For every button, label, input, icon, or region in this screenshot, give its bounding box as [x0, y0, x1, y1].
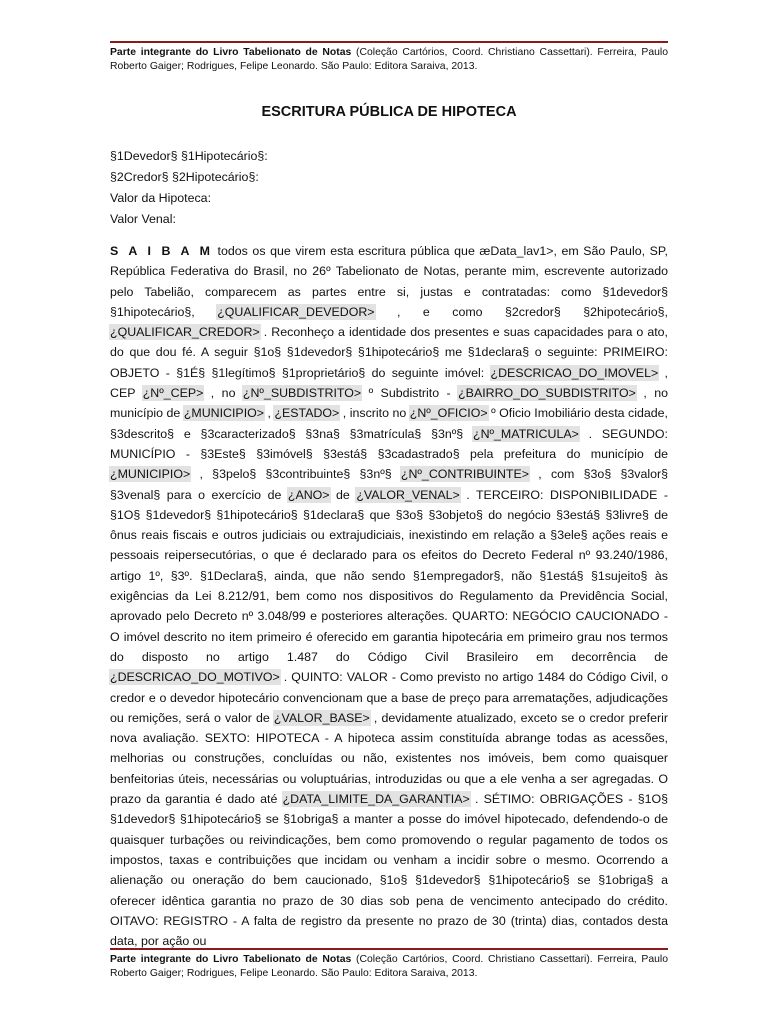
- template-placeholder: ¿MUNICIPIO>: [183, 406, 265, 421]
- clause-heading: SÉTIMO: OBRIGAÇÕES: [483, 792, 624, 807]
- body-text-run: º Subdistrito -: [361, 386, 459, 401]
- body-text-run: , CEP: [110, 365, 668, 401]
- body-text-run: .: [279, 670, 292, 685]
- body-text-run: todos os que virem esta escritura pública que æData_lav1>, em São Paulo, SP, República Federativa do Brasil, no 26º Tabelionato de Notas, perante mim, escrevente autorizado pelo Tabelião, comparecem as partes entre si, justas e contratadas: como §1devedor§ §1hipotecário§,: [110, 244, 668, 319]
- body-text-run: , no: [203, 386, 243, 401]
- clause-heading: SEGUNDO: MUNICÍPIO: [110, 426, 668, 461]
- body-text-run: º Oficio Imobiliário desta cidade, §3descrito§ e §3caracterizado§ §3na§ §3matrícula§ §3nº§: [110, 406, 669, 441]
- clause-heading: TERCEIRO: DISPONIBILIDADE: [475, 487, 658, 502]
- template-placeholder: ¿Nº_CONTRIBUINTE>: [400, 467, 529, 482]
- template-placeholder: ¿QUALIFICAR_DEVEDOR>: [217, 304, 375, 319]
- body-text-run: .: [578, 426, 602, 441]
- clause-heading: PRIMEIRO: OBJETO: [110, 345, 668, 380]
- saibam-opening: S A I B A M: [110, 244, 213, 258]
- body-text-run: , devidamente atualizado, exceto se o credor preferir nova avaliação.: [110, 710, 669, 746]
- body-text-run: - §3Este§ §3imóvel§ §3está§ §3cadastrado§ pela prefeitura do município de: [175, 446, 668, 461]
- body-text-run: , com §3o§ §3valor§ §3venal§ para o exercício de: [110, 467, 668, 502]
- body-text-run: .: [469, 792, 484, 807]
- body-text-run: , §3pelo§ §3contribuinte§ §3nº§: [190, 467, 401, 482]
- template-placeholder: ¿Nº_SUBDISTRITO>: [242, 386, 362, 401]
- body-text-run: - A hipoteca assim constituída abrange todas as acessões, melhorias ou construções, concluídas ou não, existentes nos imóveis, bem como quaisquer benfeitorias úteis, necessárias ou voluptuárias, introduzidas ou que a ele venha a ser agregadas. O prazo da garantia é dado até: [110, 731, 668, 807]
- body-text-run: , inscrito no: [339, 406, 410, 421]
- header-bold-text: Parte integrante do Livro Tabelionato de Notas: [110, 47, 352, 58]
- document-page: [110, 0, 668, 1024]
- template-placeholder: ¿Nº_CEP>: [142, 386, 204, 401]
- field-valor-hipoteca: Valor da Hipoteca:: [110, 191, 212, 205]
- template-placeholder: ¿VALOR_VENAL>: [356, 487, 460, 502]
- footer-citation-text: (Coleção Cartórios, Coord. Christiano Cassettari). Ferreira, Paulo Roberto Gaiger; Rodrigues, Felipe Leonardo. São Paulo: Editora Saraiva, 2013.: [110, 954, 668, 979]
- footer-rule: [110, 948, 668, 950]
- body-text-run: , e como §2credor§ §2hipotecário§,: [374, 304, 668, 319]
- clause-heading: OITAVO: REGISTRO: [110, 913, 229, 928]
- body-text-run: - §1É§ §1legítimo§ §1proprietário§ do seguinte imóvel:: [159, 365, 491, 380]
- template-placeholder: ¿DESCRICAO_DO_IMOVEL>: [490, 365, 659, 380]
- template-placeholder: ¿MUNICIPIO>: [110, 467, 191, 482]
- field-devedor: §1Devedor§ §1Hipotecário§:: [110, 149, 268, 163]
- body-text-run: . Reconheço a identidade dos presentes e suas capacidades para o ato, do que dou fé. A seguir §1o§ §1devedor§ §1hipotecário§ me §1declara§ o seguinte:: [110, 325, 668, 360]
- template-placeholder: ¿ESTADO>: [274, 406, 340, 421]
- body-text-run: .: [459, 487, 476, 502]
- body-text-run: - §1O§ §1devedor§ §1hipotecário§ se §1obriga§ a manter a posse do imóvel hipotecado, defendendo-o de quaisquer turbações ou reivindicações, bem como promovendo o regular pagamento de todos os impostos, taxas e contribuições que incidam ou venham a incidir sobre o mesmo. Ocorrendo a alienação ou oneração do bem caucionado, §1o§ §1devedor§ §1hipotecário§ se §1obriga§ a oferecer idêntica garantia no prazo de 30 dias sob pena de vencimento antecipado do crédito.: [110, 792, 669, 908]
- clause-heading: QUINTO: VALOR: [291, 670, 388, 685]
- header-citation-text: (Coleção Cartórios, Coord. Christiano Cassettari). Ferreira, Paulo Roberto Gaiger; Rodrigues, Felipe Leonardo. São Paulo: Editora Saraiva, 2013.: [110, 47, 668, 72]
- field-credor: §2Credor§ §2Hipotecário§:: [110, 170, 259, 184]
- body-text-run: - §1O§ §1devedor§ §1hipotecário§ §1declara§ que §3o§ §3objeto§ do negócio §3está§ §3livre§ de ônus reais fiscais e outros judiciais ou extrajudiciais, inexistindo em relação a §3ele§ ações reais e pessoais reipersecutórias, o que é declarado para os efeitos do Decreto Federal nº 93.240/1986, artigo 1º, §3º. §1Declara§, ainda, que não sendo §1empregador§, não §1está§ §1sujeito§ às exigências da Lei 8.212/91, bem como nos dispositivos do Regulamento da Previdência Social, aprovado pelo Decreto nº 3.048/99 e posteriores alterações.: [110, 487, 669, 624]
- footer-bold-text: Parte integrante do Livro Tabelionato de Notas: [110, 954, 352, 965]
- clause-heading: QUARTO: NEGÓCIO CAUCIONADO: [452, 609, 660, 624]
- template-placeholder: ¿VALOR_BASE>: [273, 710, 370, 725]
- body-text-run: , no município de: [110, 386, 668, 421]
- template-placeholder: ¿QUALIFICAR_CREDOR>: [110, 325, 260, 340]
- template-placeholder: ¿DATA_LIMITE_DA_GARANTIA>: [282, 792, 470, 807]
- template-placeholder: ¿Nº_OFICIO>: [409, 406, 488, 421]
- body-text-run: - O imóvel descrito no item primeiro é oferecido em garantia hipotecária em primeiro grau nos termos do disposto no artigo 1.487 do Código Civil Brasileiro em decorrência de: [110, 609, 668, 664]
- document-title: ESCRITURA PÚBLICA DE HIPOTECA: [261, 104, 517, 120]
- body-text-run: ,: [264, 406, 275, 421]
- field-valor-venal: Valor Venal:: [110, 212, 176, 226]
- body-text-run: de: [329, 487, 357, 502]
- template-placeholder: ¿BAIRRO_DO_SUBDISTRITO>: [458, 386, 636, 401]
- party-fields: [110, 146, 668, 230]
- template-placeholder: ¿DESCRICAO_DO_MOTIVO>: [110, 670, 280, 685]
- page-header: [110, 41, 668, 74]
- page-footer: [110, 948, 668, 981]
- header-rule: [110, 41, 668, 43]
- body-text-run: - Como previsto no artigo 1484 do Código Civil, o credor e o devedor hipotecário convencionam que a base de preço para arrematações, adjudicações ou remições, será o valor de: [110, 670, 668, 725]
- clause-heading: SEXTO: HIPOTECA: [204, 731, 319, 746]
- deed-body-paragraph: [110, 241, 668, 951]
- body-text-run: - A falta de registro da presente no prazo de 30 (trinta) dias, contados desta data, por ação ou: [110, 913, 668, 949]
- template-placeholder: ¿Nº_MATRICULA>: [473, 426, 579, 441]
- template-placeholder: ¿ANO>: [287, 487, 330, 502]
